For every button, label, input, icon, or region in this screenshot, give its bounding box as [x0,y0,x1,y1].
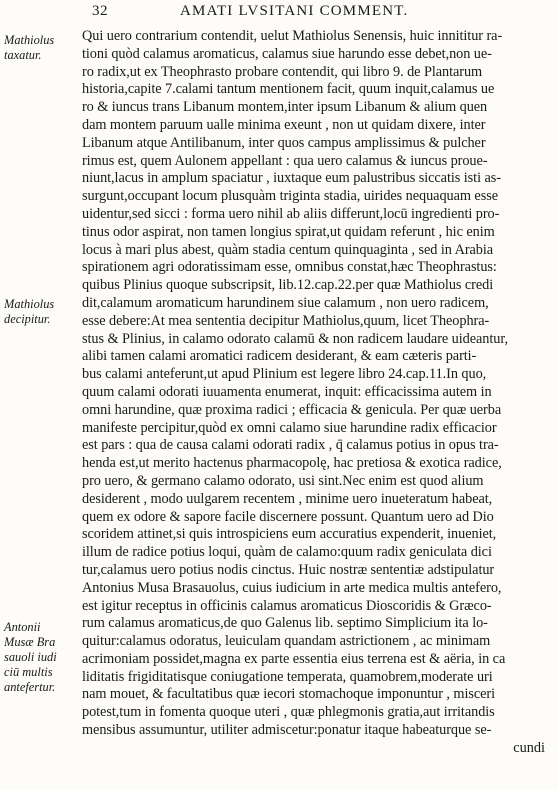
text-line: surgunt,occupant locum plusquàm triginta stadia, uirides nequaquam esse [82,188,498,205]
body-text [82,28,553,758]
text-line: Libanum atque Antilibanum, inter quos campus amplissimus & pulcher [82,134,486,151]
text-line: est pars : qua de causa calami odorati radix , q̄ calamus potius in opus tra- [82,437,499,454]
text-line: acrimoniam possidet,magna ex parte essentia eius terrena est & aëria, in ca [82,650,506,667]
text-line: rimus est, quem Aulonem appellant : qua uero calamus & iuncus proue- [82,152,488,169]
text-line: tinus odor aspirat, non tamen longius spirat,ut quidam referunt , hic enim [82,223,495,240]
catchword: cundi [513,739,545,756]
text-line: desiderent , modo uulgarem recentem , minime uero inueteratum habeat, [82,490,493,507]
text-line: tioni quòd calamus aromaticus, calamus siue harundo esse debet,non ue- [82,45,492,62]
marginal-note-mathiolus-decipitur [4,297,82,327]
text-line: scoridem attinet,si quis introspiciens eum accuratius expenderit, inueniet, [82,526,497,543]
text-line: omni harundine, quæ proxima radici ; efficacia & genicula. Per quæ uerba [82,401,502,418]
text-line: illum de radice potius loqui, quàm de calamo:quum radix geniculata dici [82,544,492,561]
marginal-note-line: ciū multis [4,665,53,679]
text-line: Qui uero contrarium contendit, uelut Mathiolus Senensis, huic innititur ra- [82,28,503,44]
text-line: dam montem paruum ualle minima exeunt , non ut quidam dixere, inter [82,116,486,133]
text-line: historia,capite 7.calami tantum mentionem facit, quum inquit,calamus ue [82,81,495,98]
text-line: locus à mari plus abest, quàm stadia centum quinquaginta , sed in Arabia [82,241,494,258]
text-line: Antonius Musa Brasauolus, cuius iudicium in arte medica multis antefero, [82,579,502,596]
text-line: quum calami odorati iuuamenta enumerat, inquit: efficacissima autem in [82,383,492,400]
marginal-note-line: Musæ Bra [4,635,56,649]
text-line: pro uero, & germano calamo odorato, usi sint.Nec enim est quod alium [82,472,484,489]
text-line: liditatis frigiditatisque coniugatione temperata, quamobrem,moderate uri [82,668,493,685]
running-title: AMATI LVSITANI COMMENT. [180,3,409,19]
running-head [88,3,553,23]
text-line: stus & Plinius, in calamo odorato calamū & non radicem laudare uideantur, [82,330,508,347]
text-line: dit,calamum aromaticum harundinem siue calamum , non uero radicem, [82,294,489,311]
text-line: spirationem agri odoratissimam esse, omnibus constat,hæc Theophrastus: [82,259,497,276]
text-line: quibus Plinius quoque subscripsit, lib.12.cap.22.per quæ Mathiolus credi [82,277,494,294]
marginal-note-line: Mathiolus [4,297,55,311]
text-line: tur,calamus uero potius nodis cinctus. Huic nostræ sententiæ adstipulatur [82,561,495,578]
text-line: rum calamus aromaticus,de quo Galenus lib. septimo Simplicium ita lo- [82,615,488,632]
text-line: alibi tamen calami aromatici radicem desiderant, & eam cæteris parti- [82,348,477,365]
text-line: ro radix,ut ex Theophrasto probare contendit, qui libro 9. de Plantarum [82,63,483,80]
page-number: 32 [92,3,108,19]
text-line: quem ex odore & sapore facile discernere possunt. Quantum uero ad Dio [82,508,494,525]
marginal-note-line: Mathiolus [4,33,55,47]
text-line: mensibus assumuntur, utiliter admiscetur:ponatur itaque habeaturque se- [82,722,492,739]
text-line: niunt,lacus in amplum spaciatur , iuxtaque eum palustribus siccatis isti as- [82,170,501,187]
text-line: uidentur,sed sicci : forma uero nihil ab aliis differunt,locū ingredienti pro- [82,205,500,222]
text-line: potest,tum in fomenta quoque uteri , quæ phlegmonis gratia,aut irritandis [82,704,495,721]
text-line: manifeste percipitur,quòd ex omni calamo siue harundine radix efficacior [82,419,497,436]
marginal-note-line: taxatur. [4,48,42,62]
text-line: est igitur receptus in officinis calamus aromaticus Dioscoridis & Græco- [82,597,492,614]
marginal-note-mathiolus-taxatur [4,33,82,63]
text-line: quitur:calamus odoratus, leuiculam quandam astrictionem , ac minimam [82,633,491,650]
text-line: ro & iuncus trans Libanum montem,inter ipsum Libanum & alium quen [82,99,488,116]
text-line: henda est,ut merito hactenus pharmacopolę, hac pretiosa & exotica radice, [82,455,502,472]
marginal-note-antonii-musae [4,620,82,695]
marginal-note-line: sauoli iudi [4,650,57,664]
text-line: nam mouet, & facultatibus quæ iecori stomachoque imponuntur , misceri [82,686,495,703]
marginal-note-line: antefertur. [4,680,56,694]
text-line: bus calami anteferunt,ut apud Plinium est legere libro 24.cap.11.In quo, [82,366,487,383]
marginal-note-line: Antonii [4,620,41,634]
text-line: esse debere:At mea sententia decipitur Mathiolus,quum, licet Theophra- [82,312,490,329]
marginal-note-line: decipitur. [4,312,51,326]
